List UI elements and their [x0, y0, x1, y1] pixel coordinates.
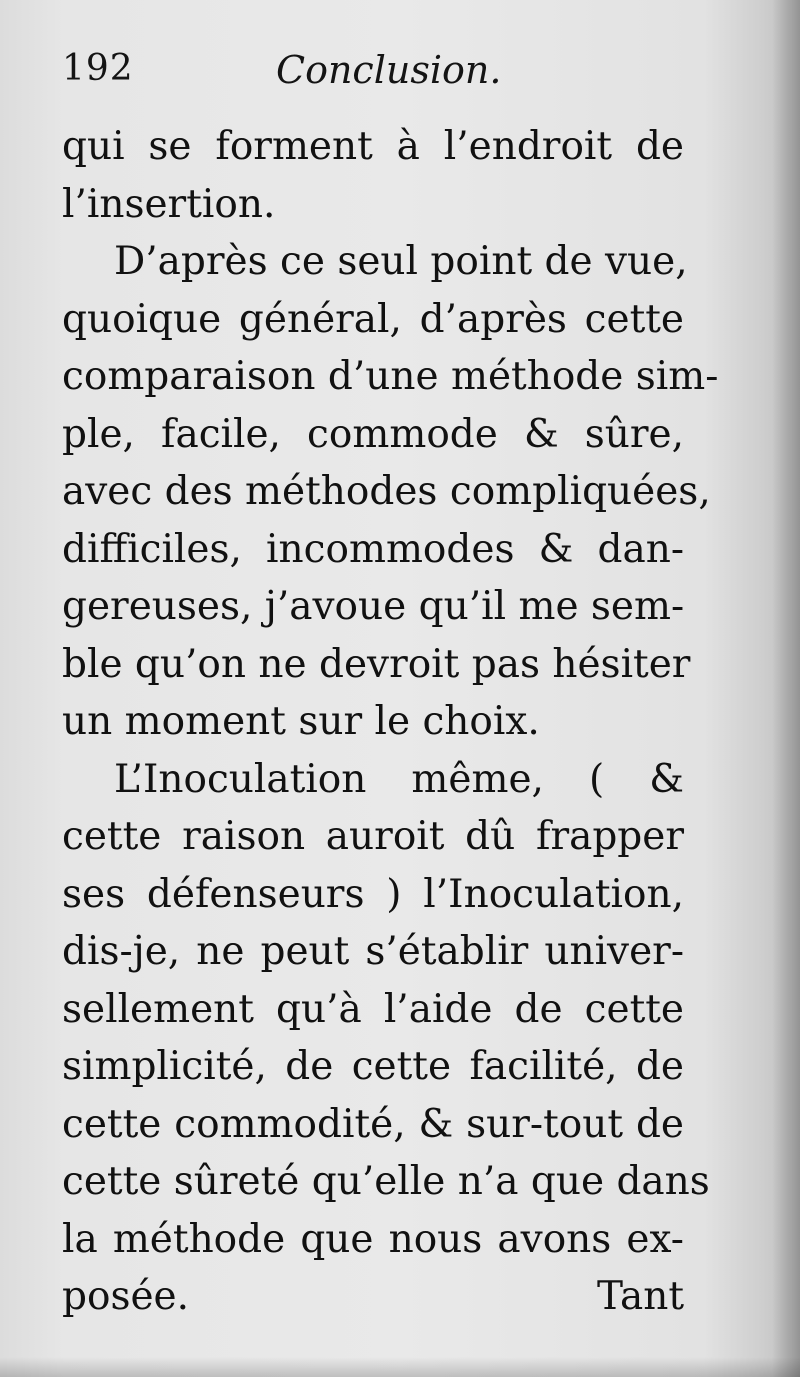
text-line: simplicité, de cette facilité, de: [62, 1044, 684, 1089]
text-line: posée.: [62, 1274, 190, 1319]
text-line: ses défenseurs ) l’Inoculation,: [62, 871, 684, 917]
page-edge-shadow: [772, 0, 800, 1377]
page-header: [62, 40, 702, 100]
page-bottom-shadow: [0, 1357, 800, 1377]
text-line: l’insertion.: [62, 181, 276, 227]
text-line: comparaison d’une méthode sim-: [62, 354, 719, 399]
running-head: Conclusion.: [276, 48, 502, 92]
text-line: cette sûreté qu’elle n’a que dans: [62, 1159, 710, 1204]
text-line: L’Inoculation même, ( &: [114, 756, 684, 802]
text-line: sellement qu’à l’aide de cette: [62, 986, 684, 1032]
text-line: quoique général, d’après cette: [62, 296, 684, 342]
text-line: D’après ce seul point de vue,: [114, 239, 688, 284]
text-line: avec des méthodes compliquées,: [62, 469, 711, 514]
final-line: [62, 1268, 684, 1326]
text-line: ble qu’on ne devroit pas hésiter: [62, 641, 691, 687]
text-line: gereuses, j’avoue qu’il me sem-: [62, 584, 685, 629]
text-line: cette raison auroit dû frapper: [62, 814, 684, 859]
text-line: un moment sur le choix.: [62, 699, 540, 744]
text-line: cette commodité, & sur-tout de: [62, 1101, 684, 1147]
text-line: la méthode que nous avons ex-: [62, 1216, 684, 1262]
text-line: ple, facile, commode & sûre,: [62, 411, 684, 457]
catchword: Tant: [596, 1274, 684, 1319]
body-text: [62, 118, 719, 1326]
text-line: difficiles, incommodes & dan-: [62, 526, 684, 572]
text-line: qui se forment à l’endroit de: [62, 124, 684, 169]
text-line: dis-je, ne peut s’établir univer-: [62, 929, 684, 974]
page-number: 192: [62, 48, 134, 89]
